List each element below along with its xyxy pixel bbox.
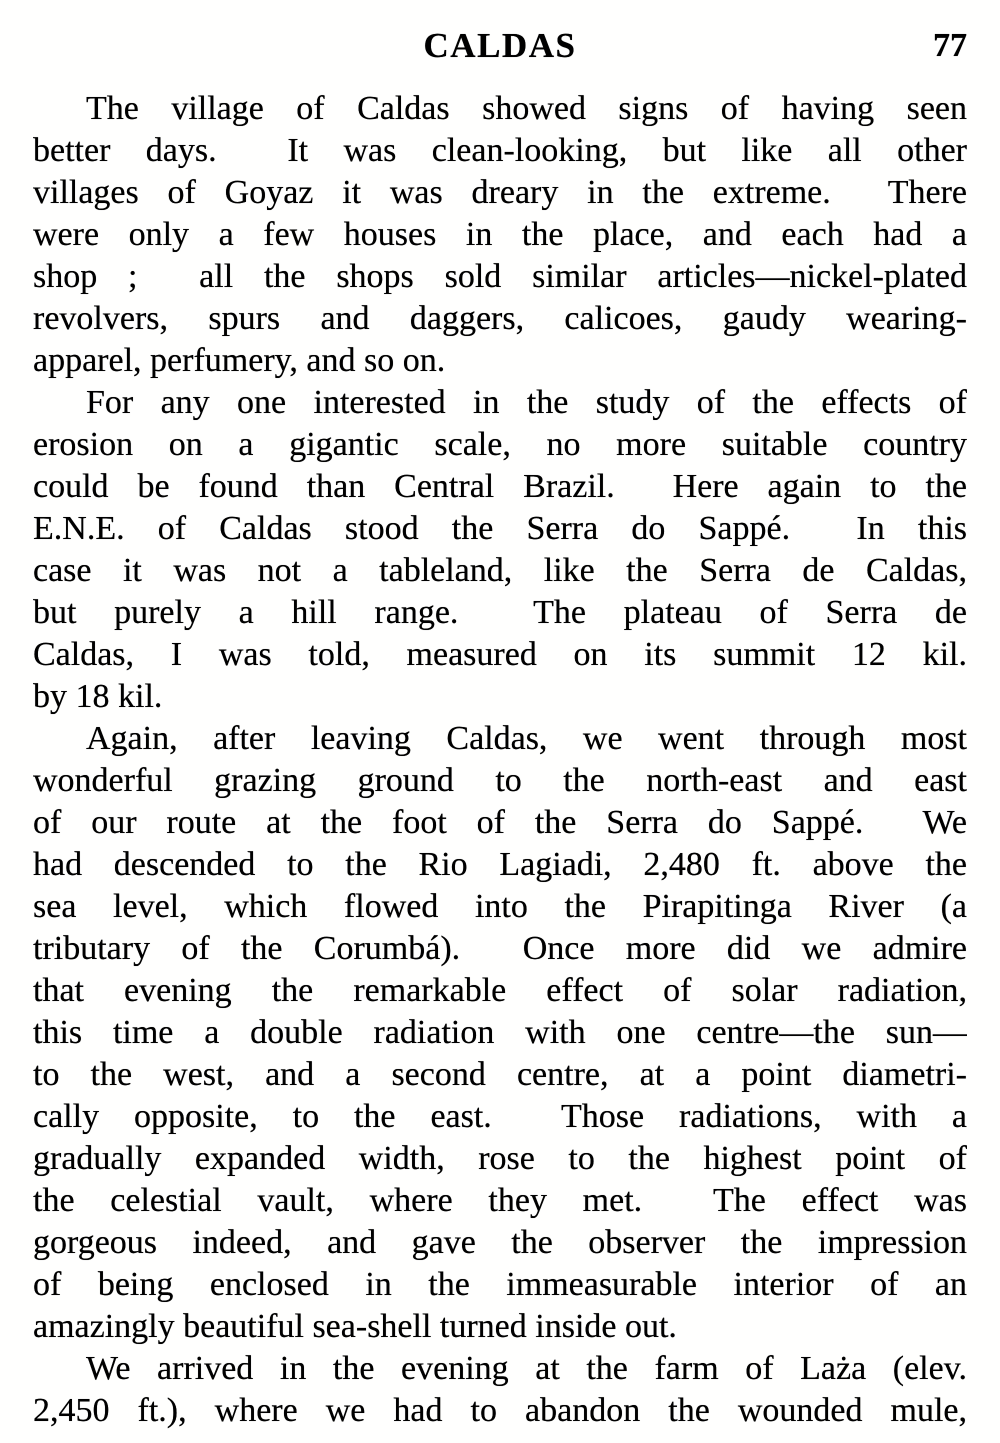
paragraph bbox=[33, 1348, 967, 1432]
text-line: could be found than Central Brazil. Here again to the bbox=[33, 468, 967, 505]
text-line: The village of Caldas showed signs of having seen bbox=[86, 90, 967, 127]
text-line: sea level, which flowed into the Pirapitinga River (a bbox=[33, 888, 967, 925]
page-body bbox=[0, 88, 1000, 1432]
text-line: by 18 kil. bbox=[33, 678, 163, 715]
text-line: villages of Goyaz it was dreary in the extreme. There bbox=[33, 174, 967, 211]
text-line: wonderful grazing ground to the north-east and east bbox=[33, 762, 967, 799]
page-header bbox=[0, 0, 1000, 70]
text-line: tributary of the Corumbá). Once more did we admire bbox=[33, 930, 967, 967]
text-line: shop ; all the shops sold similar articles—nickel-plated bbox=[33, 258, 967, 295]
text-line: amazingly beautiful sea-shell turned inside out. bbox=[33, 1308, 677, 1345]
text-line: but purely a hill range. The plateau of Serra de bbox=[33, 594, 967, 631]
text-line: We arrived in the evening at the farm of Laża (elev. bbox=[86, 1350, 967, 1387]
text-line: erosion on a gigantic scale, no more suitable country bbox=[33, 426, 967, 463]
paragraph bbox=[33, 88, 967, 382]
text-line: For any one interested in the study of the effects of bbox=[86, 384, 967, 421]
page-number: 77 bbox=[933, 27, 967, 64]
text-line: case it was not a tableland, like the Serra de Caldas, bbox=[33, 552, 967, 589]
text-line: gradually expanded width, rose to the highest point of bbox=[33, 1140, 967, 1177]
text-line: cally opposite, to the east. Those radiations, with a bbox=[33, 1098, 967, 1135]
paragraph bbox=[33, 382, 967, 718]
text-line: Caldas, I was told, measured on its summit 12 kil. bbox=[33, 636, 967, 673]
text-line: better days. It was clean-looking, but like all other bbox=[33, 132, 967, 169]
text-line: this time a double radiation with one centre—the sun— bbox=[33, 1014, 967, 1051]
text-line: of our route at the foot of the Serra do Sappé. We bbox=[33, 804, 967, 841]
text-line: to the west, and a second centre, at a point diametri- bbox=[33, 1056, 967, 1093]
text-line: the celestial vault, where they met. The effect was bbox=[33, 1182, 967, 1219]
text-line: revolvers, spurs and daggers, calicoes, gaudy wearing- bbox=[33, 300, 967, 337]
text-line: had descended to the Rio Lagiadi, 2,480 ft. above the bbox=[33, 846, 967, 883]
paragraph bbox=[33, 718, 967, 1348]
text-line: apparel, perfumery, and so on. bbox=[33, 342, 446, 379]
text-line: 2,450 ft.), where we had to abandon the wounded mule, bbox=[33, 1392, 967, 1429]
text-line: of being enclosed in the immeasurable interior of an bbox=[33, 1266, 967, 1303]
running-title: CALDAS bbox=[423, 26, 577, 65]
text-line: that evening the remarkable effect of solar radiation, bbox=[33, 972, 967, 1009]
text-line: E.N.E. of Caldas stood the Serra do Sappé. In this bbox=[33, 510, 967, 547]
text-line: gorgeous indeed, and gave the observer the impression bbox=[33, 1224, 967, 1261]
text-line: Again, after leaving Caldas, we went through most bbox=[86, 720, 967, 757]
text-line: were only a few houses in the place, and each had a bbox=[33, 216, 967, 253]
